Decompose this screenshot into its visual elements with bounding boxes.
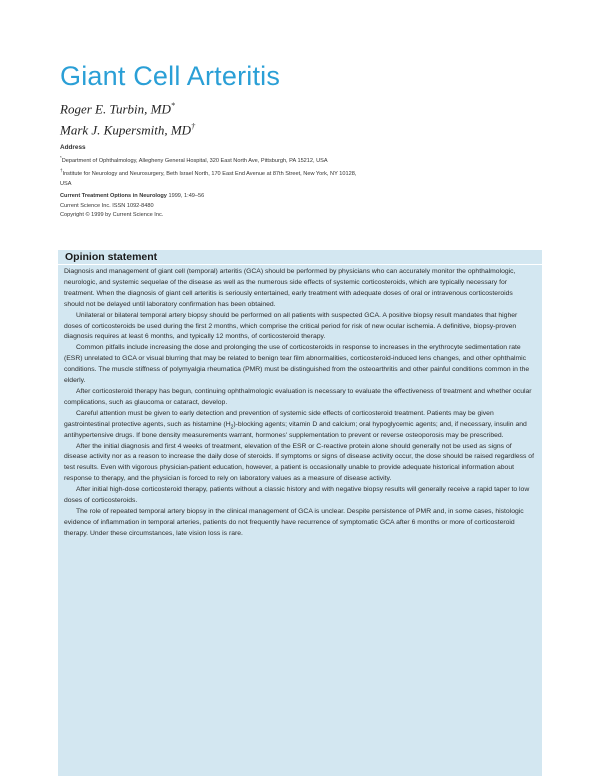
affiliation-text: Department of Ophthalmology, Allegheny General Hospital, 320 East North Ave, Pittsburgh, PA 15212, USA bbox=[61, 157, 328, 164]
affiliation-1 bbox=[60, 153, 360, 166]
author-mark: † bbox=[191, 122, 196, 132]
author-2 bbox=[60, 118, 195, 139]
address-label: Address bbox=[60, 144, 86, 151]
paragraph bbox=[64, 409, 534, 442]
opinion-body bbox=[64, 267, 534, 540]
article-title: Giant Cell Arteritis bbox=[60, 61, 281, 91]
author-list bbox=[60, 97, 195, 140]
paragraph-text: )-blocking agents; vitamin D and calcium; oral hypoglycemic agents; and, if necessary, insulin and antihypertensive drugs. If bone density measurements warrant, hormones' supplementation to prevent or reverse osteoporosis may be prescribed. bbox=[64, 420, 527, 439]
author-name: Roger E. Turbin, MD bbox=[60, 101, 171, 117]
paragraph: Unilateral or bilateral temporal artery biopsy should be performed on all patients with suspected GCA. A positive biopsy result mandates that higher doses of corticosteroids be used during the first 2 months, which comprise the critical period for risk of new ocular ischemia. A definitive, biopsy-proven diagnosis requires at least 6 months, and typically 12 months, of corticosteroid therapy. bbox=[64, 311, 518, 341]
author-1 bbox=[60, 97, 195, 118]
paragraph: Common pitfalls include increasing the dose and prolonging the use of corticosteroids in response to increases in the erythrocyte sedimentation rate (ESR) unrelated to GCA or visual blurring that may be related to benign tear film abnormalities, corticosteroid-induced lens changes, and other ophthalmic conditions. The muscle stiffness of polymyalgia rheumatica (PMR) must be distinguished from the osteoarthritis and other painful conditions common in the elderly. bbox=[64, 344, 530, 385]
paragraph: After the initial diagnosis and first 4 weeks of treatment, elevation of the ESR or C-reactive protein alone should generally not be used as signs of disease activity nor as a reason to increase the daily dose of steroids. If symptoms or signs of disease activity occur, the dose should be raised regardless of test results. Even with vigorous physician-patient education, however, a patient is occasionally unable to provide adequate historical information about response to therapy, and the physician is forced to rely on laboratory values as a measure of disease activity. bbox=[64, 442, 534, 483]
citation-line bbox=[60, 192, 360, 202]
paragraph: The role of repeated temporal artery biopsy in the clinical management of GCA is unclear. Despite persistence of PMR and, in some cases, histologic evidence of inflammation in temporal arteries, patients do not frequently have recurrence of symptomatic GCA after 6 months or more of corticosteroid therapy. Under these circumstances, late vision loss is rare. bbox=[64, 507, 524, 537]
publisher-line: Current Science Inc. ISSN 1092-8480 bbox=[60, 202, 154, 209]
author-mark: * bbox=[170, 101, 175, 110]
affiliation-2 bbox=[60, 166, 360, 189]
subscript: 2 bbox=[230, 424, 234, 431]
paragraph: After corticosteroid therapy has begun, continuing ophthalmologic evaluation is necessary to evaluate the effectiveness of treatment and whether ocular complications, such as glaucoma or cataract, develop. bbox=[64, 387, 532, 406]
opinion-heading: Opinion statement bbox=[65, 251, 158, 263]
author-name: Mark J. Kupersmith, MD bbox=[60, 122, 192, 138]
journal-volume: 1999, 1:49–56 bbox=[166, 193, 205, 200]
affiliation-mark: * bbox=[60, 154, 62, 160]
journal-name: Current Treatment Options in Neurology bbox=[60, 193, 167, 200]
paragraph: Diagnosis and management of giant cell (temporal) arteritis (GCA) should be performed by physicians who can accurately monitor the ophthalmologic, neurologic, and systemic sequelae of the disease as well as the numerous side effects of systemic corticosteroids, which are typically necessary for treatment. When the diagnosis of giant cell arteritis is seriously entertained, early treatment with adequate doses of oral or intravenous corticosteroids should not be delayed until laboratory confirmation has been obtained. bbox=[64, 268, 516, 308]
copyright-line: Copyright © 1999 by Current Science Inc. bbox=[60, 212, 164, 219]
affiliation-text: Institute for Neurology and Neurosurgery, Beth Israel North, 170 East End Avenue at 87th Street, New York, NY 10128, USA bbox=[60, 170, 357, 187]
section-divider bbox=[58, 264, 542, 265]
paragraph: After initial high-dose corticosteroid therapy, patients without a classic history and with negative biopsy results will generally receive a rapid taper to low doses of corticosteroids. bbox=[64, 486, 530, 505]
affiliation-mark: † bbox=[60, 168, 63, 174]
paragraph-text: Careful attention must be given to early detection and prevention of systemic side effects of corticosteroid treatment. Patients may be given gastrointestinal protective agents, such as histamine (H bbox=[64, 409, 494, 428]
article-metadata bbox=[60, 143, 360, 221]
opinion-statement-box bbox=[58, 250, 542, 776]
